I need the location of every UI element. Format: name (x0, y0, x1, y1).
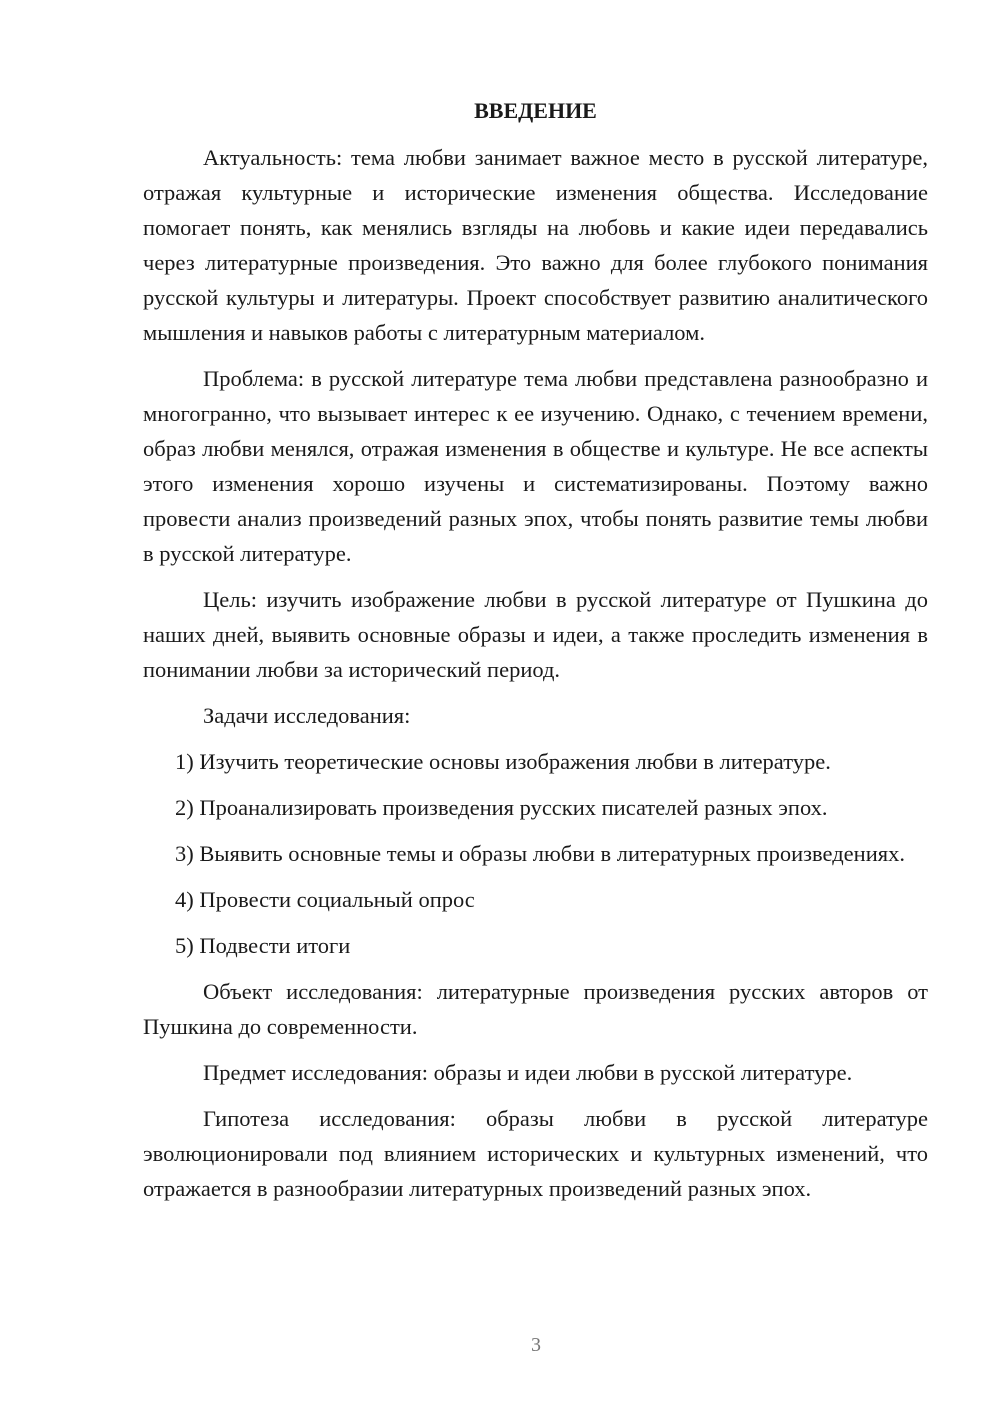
task-item-1: 1) Изучить теоретические основы изображения любви в литературе. (175, 749, 831, 774)
paragraph-hypothesis: Гипотеза исследования: образы любви в русской литературе эволюционировали под влиянием исторических и культурных изменений, что отражается в разнообразии литературных произведений разных эпох. (143, 1106, 928, 1201)
task-item-4: 4) Провести социальный опрос (175, 887, 475, 912)
section-title: ВВЕДЕНИЕ (474, 98, 597, 123)
paragraph-subject: Предмет исследования: образы и идеи любви в русской литературе. (203, 1060, 853, 1085)
page-content (143, 96, 928, 1217)
task-item-3: 3) Выявить основные темы и образы любви в литературных произведениях. (175, 841, 905, 866)
page-number: 3 (531, 1334, 541, 1356)
task-item-2: 2) Проанализировать произведения русских писателей разных эпох. (175, 795, 828, 820)
paragraph-tasks-heading: Задачи исследования: (203, 703, 411, 728)
paragraph-relevance: Актуальность: тема любви занимает важное место в русской литературе, отражая культурные и исторические изменения общества. Исследование помогает понять, как менялись взгляды на любовь и какие идеи передавались через литературные произведения. Это важно для более глубокого понимания русской культуры и литературы. Проект способствует развитию аналитического мышления и навыков работы с литературным материалом. (143, 145, 928, 345)
paragraph-goal: Цель: изучить изображение любви в русской литературе от Пушкина до наших дней, выявить основные образы и идеи, а также проследить изменения в понимании любви за исторический период. (143, 587, 928, 682)
paragraph-problem: Проблема: в русской литературе тема любви представлена разнообразно и многогранно, что вызывает интерес к ее изучению. Однако, с течением времени, образ любви менялся, отражая изменения в обществе и культуре. Не все аспекты этого изменения хорошо изучены и систематизированы. Поэтому важно провести анализ произведений разных эпох, чтобы понять развитие темы любви в русской литературе. (143, 366, 928, 566)
paragraph-object: Объект исследования: литературные произведения русских авторов от Пушкина до современности. (143, 979, 928, 1039)
task-item-5: 5) Подвести итоги (175, 933, 351, 958)
